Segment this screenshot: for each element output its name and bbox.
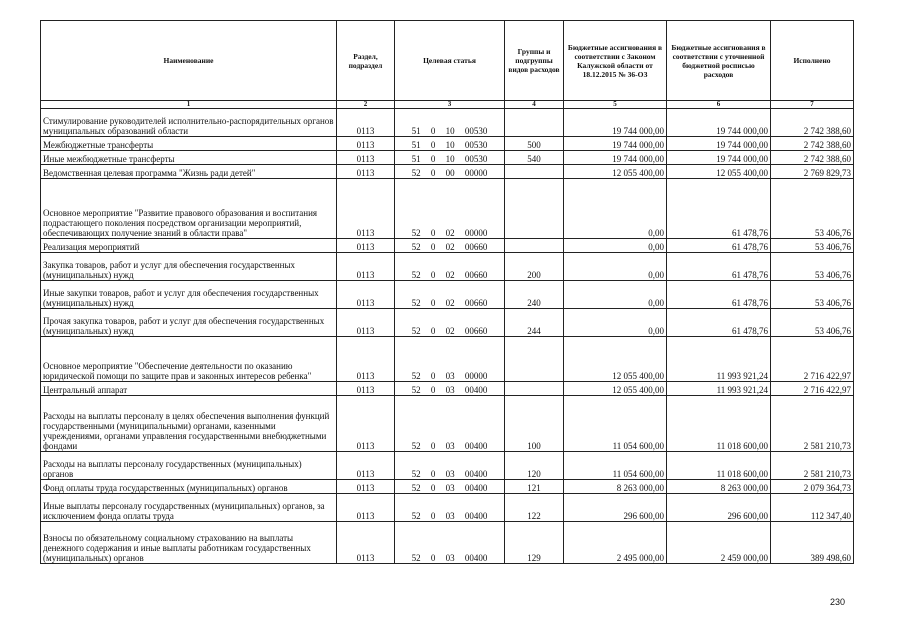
row-target-article: 51 0 10 00530	[395, 137, 505, 151]
column-number: 2	[337, 101, 395, 109]
row-name: Реализация мероприятий	[41, 239, 337, 253]
table-row	[41, 165, 854, 179]
row-refined-allocation: 61 478,76	[667, 239, 771, 253]
row-refined-allocation: 296 600,00	[667, 494, 771, 522]
row-name: Ведомственная целевая программа "Жизнь ради детей"	[41, 165, 337, 179]
table-row	[41, 522, 854, 564]
table-row	[41, 480, 854, 494]
row-expense-group	[505, 109, 564, 137]
row-section: 0113	[337, 452, 395, 480]
row-law-allocation: 19 744 000,00	[564, 151, 667, 165]
header-name: Наименование	[41, 21, 337, 101]
row-law-allocation: 12 055 400,00	[564, 382, 667, 396]
row-expense-group: 200	[505, 253, 564, 281]
row-law-allocation: 11 054 600,00	[564, 396, 667, 452]
table-row	[41, 179, 854, 239]
table-row	[41, 396, 854, 452]
row-target-article: 51 0 10 00530	[395, 109, 505, 137]
row-refined-allocation: 61 478,76	[667, 281, 771, 309]
row-refined-allocation: 19 744 000,00	[667, 151, 771, 165]
row-section: 0113	[337, 337, 395, 382]
column-number-row	[41, 101, 854, 109]
row-target-article: 52 0 03 00400	[395, 452, 505, 480]
table-row	[41, 309, 854, 337]
row-executed: 53 406,76	[771, 309, 854, 337]
table-row	[41, 137, 854, 151]
row-expense-group: 240	[505, 281, 564, 309]
row-expense-group: 122	[505, 494, 564, 522]
row-refined-allocation: 19 744 000,00	[667, 109, 771, 137]
row-expense-group	[505, 337, 564, 382]
row-refined-allocation: 8 263 000,00	[667, 480, 771, 494]
budget-execution-table	[40, 20, 854, 564]
row-expense-group: 129	[505, 522, 564, 564]
row-target-article: 52 0 02 00660	[395, 253, 505, 281]
row-target-article: 52 0 03 00400	[395, 494, 505, 522]
row-law-allocation: 0,00	[564, 239, 667, 253]
row-name: Закупка товаров, работ и услуг для обеспечения государственных (муниципальных) нужд	[41, 253, 337, 281]
row-expense-group: 121	[505, 480, 564, 494]
header-row	[41, 21, 854, 101]
column-number: 3	[395, 101, 505, 109]
row-section: 0113	[337, 382, 395, 396]
table-row	[41, 109, 854, 137]
table-row	[41, 382, 854, 396]
header-law-allocation: Бюджетные ассигнования в соответствии с Законом Калужской области от 18.12.2015 № 36-ОЗ	[564, 21, 667, 101]
row-section: 0113	[337, 151, 395, 165]
row-refined-allocation: 12 055 400,00	[667, 165, 771, 179]
row-executed: 2 742 388,60	[771, 151, 854, 165]
row-section: 0113	[337, 109, 395, 137]
row-section: 0113	[337, 281, 395, 309]
header-expense-group: Группы и подгруппы видов расходов	[505, 21, 564, 101]
row-refined-allocation: 61 478,76	[667, 309, 771, 337]
row-target-article: 52 0 02 00660	[395, 281, 505, 309]
row-executed: 112 347,40	[771, 494, 854, 522]
row-name: Прочая закупка товаров, работ и услуг для обеспечения государственных (муниципальных) нужд	[41, 309, 337, 337]
row-target-article: 52 0 00 00000	[395, 165, 505, 179]
row-law-allocation: 0,00	[564, 281, 667, 309]
row-executed: 2 581 210,73	[771, 396, 854, 452]
header-refined-allocation: Бюджетные ассигнования в соответствии с уточненной бюджетной росписью расходов	[667, 21, 771, 101]
row-refined-allocation: 61 478,76	[667, 179, 771, 239]
table-row	[41, 452, 854, 480]
header-executed: Исполнено	[771, 21, 854, 101]
row-section: 0113	[337, 179, 395, 239]
page-number: 230	[829, 597, 845, 607]
row-name: Межбюджетные трансферты	[41, 137, 337, 151]
row-executed: 2 716 422,97	[771, 337, 854, 382]
row-expense-group: 120	[505, 452, 564, 480]
row-executed: 53 406,76	[771, 281, 854, 309]
row-section: 0113	[337, 494, 395, 522]
row-executed: 389 498,60	[771, 522, 854, 564]
row-section: 0113	[337, 253, 395, 281]
row-executed: 53 406,76	[771, 179, 854, 239]
row-name: Иные закупки товаров, работ и услуг для обеспечения государственных (муниципальных) нужд	[41, 281, 337, 309]
row-executed: 2 581 210,73	[771, 452, 854, 480]
column-number: 5	[564, 101, 667, 109]
row-executed: 2 769 829,73	[771, 165, 854, 179]
row-law-allocation: 296 600,00	[564, 494, 667, 522]
row-name: Основное мероприятие "Развитие правового образования и воспитания подрастающего поколения посредством организации мероприятий, обеспечивающих получение знаний в области права"	[41, 179, 337, 239]
row-law-allocation: 2 495 000,00	[564, 522, 667, 564]
row-section: 0113	[337, 137, 395, 151]
table-row	[41, 494, 854, 522]
row-refined-allocation: 11 018 600,00	[667, 396, 771, 452]
row-section: 0113	[337, 165, 395, 179]
row-section: 0113	[337, 396, 395, 452]
header-target-article: Целевая статья	[395, 21, 505, 101]
row-target-article: 52 0 02 00660	[395, 309, 505, 337]
row-name: Иные выплаты персоналу государственных (муниципальных) органов, за исключением фонда оплаты труда	[41, 494, 337, 522]
table-row	[41, 253, 854, 281]
table-body	[41, 109, 854, 564]
row-law-allocation: 0,00	[564, 179, 667, 239]
row-name: Стимулирование руководителей исполнительно-распорядительных органов муниципальных образований области	[41, 109, 337, 137]
row-target-article: 52 0 02 00000	[395, 179, 505, 239]
row-expense-group: 500	[505, 137, 564, 151]
row-executed: 2 742 388,60	[771, 109, 854, 137]
row-target-article: 52 0 02 00660	[395, 239, 505, 253]
row-law-allocation: 12 055 400,00	[564, 165, 667, 179]
row-section: 0113	[337, 480, 395, 494]
row-expense-group	[505, 179, 564, 239]
row-name: Центральный аппарат	[41, 382, 337, 396]
column-number: 6	[667, 101, 771, 109]
row-law-allocation: 0,00	[564, 253, 667, 281]
row-expense-group: 100	[505, 396, 564, 452]
row-refined-allocation: 11 993 921,24	[667, 337, 771, 382]
row-law-allocation: 19 744 000,00	[564, 109, 667, 137]
row-refined-allocation: 61 478,76	[667, 253, 771, 281]
row-section: 0113	[337, 309, 395, 337]
row-executed: 2 716 422,97	[771, 382, 854, 396]
row-expense-group: 540	[505, 151, 564, 165]
table-row	[41, 337, 854, 382]
column-number: 1	[41, 101, 337, 109]
header-section: Раздел, подраздел	[337, 21, 395, 101]
row-name: Фонд оплаты труда государственных (муниципальных) органов	[41, 480, 337, 494]
row-name: Иные межбюджетные трансферты	[41, 151, 337, 165]
row-executed: 53 406,76	[771, 239, 854, 253]
row-name: Расходы на выплаты персоналу в целях обеспечения выполнения функций государственными (муниципальными) органами, казенными учреждениями, органами управления государственными внебюджетными фондами	[41, 396, 337, 452]
row-target-article: 51 0 10 00530	[395, 151, 505, 165]
row-refined-allocation: 19 744 000,00	[667, 137, 771, 151]
row-section: 0113	[337, 239, 395, 253]
row-expense-group	[505, 165, 564, 179]
row-target-article: 52 0 03 00400	[395, 382, 505, 396]
row-executed: 53 406,76	[771, 253, 854, 281]
row-law-allocation: 12 055 400,00	[564, 337, 667, 382]
table-row	[41, 151, 854, 165]
row-expense-group: 244	[505, 309, 564, 337]
table-row	[41, 281, 854, 309]
row-target-article: 52 0 03 00400	[395, 396, 505, 452]
row-refined-allocation: 11 018 600,00	[667, 452, 771, 480]
row-law-allocation: 0,00	[564, 309, 667, 337]
row-target-article: 52 0 03 00400	[395, 522, 505, 564]
row-section: 0113	[337, 522, 395, 564]
row-law-allocation: 19 744 000,00	[564, 137, 667, 151]
row-executed: 2 742 388,60	[771, 137, 854, 151]
row-name: Расходы на выплаты персоналу государственных (муниципальных) органов	[41, 452, 337, 480]
row-name: Основное мероприятие "Обеспечение деятельности по оказанию юридической помощи по защите прав и законных интересов ребенка"	[41, 337, 337, 382]
row-target-article: 52 0 03 00400	[395, 480, 505, 494]
row-refined-allocation: 11 993 921,24	[667, 382, 771, 396]
row-executed: 2 079 364,73	[771, 480, 854, 494]
table-row	[41, 239, 854, 253]
row-expense-group	[505, 239, 564, 253]
row-name: Взносы по обязательному социальному страхованию на выплаты денежного содержания и иные выплаты работникам государственных (муниципальных) органов	[41, 522, 337, 564]
column-number: 4	[505, 101, 564, 109]
row-law-allocation: 11 054 600,00	[564, 452, 667, 480]
row-refined-allocation: 2 459 000,00	[667, 522, 771, 564]
row-law-allocation: 8 263 000,00	[564, 480, 667, 494]
row-target-article: 52 0 03 00000	[395, 337, 505, 382]
column-number: 7	[771, 101, 854, 109]
row-expense-group	[505, 382, 564, 396]
